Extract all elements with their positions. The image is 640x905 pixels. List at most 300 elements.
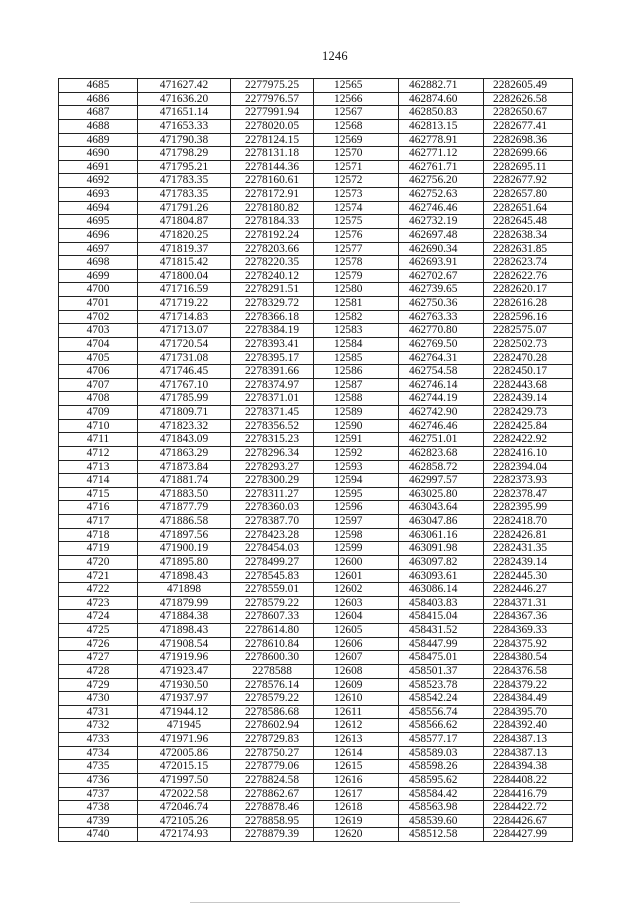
table-cell: 471900.19: [138, 542, 231, 556]
table-cell: 471886.58: [138, 515, 231, 529]
table-cell: 2278293.27: [231, 461, 314, 475]
table-cell: 471930.50: [138, 679, 231, 693]
table-cell: 12579: [314, 270, 399, 284]
table-cell: 2277991.94: [231, 106, 314, 120]
table-cell: 2277976.57: [231, 93, 314, 107]
table-cell: 12601: [314, 570, 399, 584]
table-cell: 463025.80: [399, 488, 484, 502]
table-cell: 471879.99: [138, 597, 231, 611]
table-cell: 458431.52: [399, 624, 484, 638]
table-cell: 2284395.70: [484, 706, 573, 720]
table-cell: 471895.80: [138, 556, 231, 570]
table-cell: 2278240.12: [231, 270, 314, 284]
table-cell: 2278296.34: [231, 447, 314, 461]
table-cell: 2284427.99: [484, 828, 573, 842]
table-cell: 2282373.93: [484, 474, 573, 488]
table-cell: 12581: [314, 297, 399, 311]
table-cell: 471798.29: [138, 147, 231, 161]
table-cell: 2278729.83: [231, 733, 314, 747]
table-cell: 4699: [59, 270, 138, 284]
table-cell: 2278499.27: [231, 556, 314, 570]
table-cell: 2282394.04: [484, 461, 573, 475]
table-cell: 462823.68: [399, 447, 484, 461]
table-cell: 2278291.51: [231, 283, 314, 297]
table-cell: 2278020.05: [231, 120, 314, 134]
table-cell: 462746.14: [399, 379, 484, 393]
table-cell: 2284416.79: [484, 788, 573, 802]
table-cell: 471719.22: [138, 297, 231, 311]
table-cell: 12574: [314, 202, 399, 216]
table-cell: 4739: [59, 815, 138, 829]
table-cell: 4706: [59, 365, 138, 379]
table-cell: 2278393.41: [231, 338, 314, 352]
table-cell: 471843.09: [138, 433, 231, 447]
table-cell: 4738: [59, 801, 138, 815]
table-cell: 12583: [314, 324, 399, 338]
table-cell: 4737: [59, 788, 138, 802]
table-cell: 12602: [314, 583, 399, 597]
table-cell: 2278366.18: [231, 311, 314, 325]
table-cell: 2278559.01: [231, 583, 314, 597]
table-cell: 2278384.19: [231, 324, 314, 338]
table-cell: 4717: [59, 515, 138, 529]
table-cell: 471815.42: [138, 256, 231, 270]
table-cell: 471898.43: [138, 570, 231, 584]
table-cell: 12589: [314, 406, 399, 420]
table-cell: 462850.83: [399, 106, 484, 120]
table-cell: 471627.42: [138, 79, 231, 93]
table-cell: 4736: [59, 774, 138, 788]
table-cell: 4689: [59, 134, 138, 148]
table-cell: 462813.15: [399, 120, 484, 134]
table-cell: 2278329.72: [231, 297, 314, 311]
table-cell: 12596: [314, 501, 399, 515]
table-cell: 458501.37: [399, 665, 484, 679]
table-cell: 462702.67: [399, 270, 484, 284]
table-cell: 4711: [59, 433, 138, 447]
table-cell: 4733: [59, 733, 138, 747]
table-cell: 2282622.76: [484, 270, 573, 284]
table-cell: 462746.46: [399, 420, 484, 434]
table-cell: 458598.26: [399, 760, 484, 774]
table-cell: 472005.86: [138, 747, 231, 761]
table-cell: 2278878.46: [231, 801, 314, 815]
table-cell: 462770.80: [399, 324, 484, 338]
table-cell: 2278360.03: [231, 501, 314, 515]
table-cell: 471716.59: [138, 283, 231, 297]
table-cell: 12567: [314, 106, 399, 120]
table-cell: 12605: [314, 624, 399, 638]
table-cell: 2278607.33: [231, 610, 314, 624]
table-cell: 4735: [59, 760, 138, 774]
table-cell: 2282502.73: [484, 338, 573, 352]
table-cell: 2282620.17: [484, 283, 573, 297]
table-cell: 2282450.17: [484, 365, 573, 379]
table-cell: 471945: [138, 719, 231, 733]
table-cell: 2282470.28: [484, 352, 573, 366]
table-cell: 12593: [314, 461, 399, 475]
table-cell: 4694: [59, 202, 138, 216]
table-cell: 2278423.28: [231, 529, 314, 543]
table-cell: 12578: [314, 256, 399, 270]
table-cell: 471944.12: [138, 706, 231, 720]
table-cell: 2282645.48: [484, 215, 573, 229]
table-cell: 458566.62: [399, 719, 484, 733]
table-cell: 12590: [314, 420, 399, 434]
table-cell: 2282698.36: [484, 134, 573, 148]
table-cell: 12603: [314, 597, 399, 611]
table-cell: 458542.24: [399, 692, 484, 706]
table-cell: 458475.01: [399, 651, 484, 665]
table-cell: 2278395.17: [231, 352, 314, 366]
table-cell: 471823.32: [138, 420, 231, 434]
table-cell: 2282378.47: [484, 488, 573, 502]
table-cell: 2284426.67: [484, 815, 573, 829]
table-cell: 2282626.58: [484, 93, 573, 107]
table-cell: 2278203.66: [231, 243, 314, 257]
table-cell: 462761.71: [399, 161, 484, 175]
table-cell: 471714.83: [138, 311, 231, 325]
table-cell: 458589.03: [399, 747, 484, 761]
table-cell: 472174.93: [138, 828, 231, 842]
table-cell: 2278356.52: [231, 420, 314, 434]
table-cell: 4687: [59, 106, 138, 120]
table-cell: 12594: [314, 474, 399, 488]
table-cell: 12577: [314, 243, 399, 257]
table-cell: 471898: [138, 583, 231, 597]
table-cell: 458403.83: [399, 597, 484, 611]
table-cell: 462874.60: [399, 93, 484, 107]
table-cell: 4690: [59, 147, 138, 161]
table-cell: 471819.37: [138, 243, 231, 257]
table-cell: 2284379.22: [484, 679, 573, 693]
table-cell: 2282431.35: [484, 542, 573, 556]
table-cell: 2278160.61: [231, 174, 314, 188]
table-cell: 2284384.49: [484, 692, 573, 706]
table-cell: 458584.42: [399, 788, 484, 802]
table-cell: 462742.90: [399, 406, 484, 420]
table-cell: 12609: [314, 679, 399, 693]
table-cell: 2278184.33: [231, 215, 314, 229]
table-cell: 2278391.66: [231, 365, 314, 379]
table-cell: 2282623.74: [484, 256, 573, 270]
table-cell: 458512.58: [399, 828, 484, 842]
table-cell: 4695: [59, 215, 138, 229]
table-cell: 2282638.34: [484, 229, 573, 243]
table-cell: 2278371.01: [231, 392, 314, 406]
table-cell: 471651.14: [138, 106, 231, 120]
table-cell: 2282395.99: [484, 501, 573, 515]
table-cell: 2282425.84: [484, 420, 573, 434]
table-cell: 2278311.27: [231, 488, 314, 502]
table-cell: 462764.31: [399, 352, 484, 366]
table-cell: 462744.19: [399, 392, 484, 406]
table-cell: 12572: [314, 174, 399, 188]
table-cell: 2278579.22: [231, 597, 314, 611]
table-cell: 12569: [314, 134, 399, 148]
table-cell: 4686: [59, 93, 138, 107]
table-cell: 2278750.27: [231, 747, 314, 761]
table-cell: 4696: [59, 229, 138, 243]
table-cell: 2277975.25: [231, 79, 314, 93]
table-cell: 458523.78: [399, 679, 484, 693]
table-cell: 2278387.70: [231, 515, 314, 529]
table-cell: 471923.47: [138, 665, 231, 679]
table-cell: 2282445.30: [484, 570, 573, 584]
table-cell: 4705: [59, 352, 138, 366]
table-cell: 462746.46: [399, 202, 484, 216]
table-cell: 12599: [314, 542, 399, 556]
table-cell: 12613: [314, 733, 399, 747]
table-cell: 2282605.49: [484, 79, 573, 93]
table-cell: 462697.48: [399, 229, 484, 243]
table-cell: 12591: [314, 433, 399, 447]
table-cell: 2284387.13: [484, 733, 573, 747]
table-cell: 462693.91: [399, 256, 484, 270]
table-cell: 2282699.66: [484, 147, 573, 161]
table-cell: 2282616.28: [484, 297, 573, 311]
table-cell: 4697: [59, 243, 138, 257]
table-cell: 2278579.22: [231, 692, 314, 706]
table-cell: 471746.45: [138, 365, 231, 379]
table-cell: 2284392.40: [484, 719, 573, 733]
table-cell: 2282439.14: [484, 392, 573, 406]
table-cell: 4729: [59, 679, 138, 693]
table-cell: 12585: [314, 352, 399, 366]
table-cell: 12598: [314, 529, 399, 543]
table-cell: 2278131.18: [231, 147, 314, 161]
table-cell: 4704: [59, 338, 138, 352]
table-cell: 458595.62: [399, 774, 484, 788]
table-cell: 4732: [59, 719, 138, 733]
table-cell: 4707: [59, 379, 138, 393]
table-cell: 471636.20: [138, 93, 231, 107]
table-cell: 12575: [314, 215, 399, 229]
table-cell: 12592: [314, 447, 399, 461]
table-cell: 471783.35: [138, 174, 231, 188]
table-cell: 4698: [59, 256, 138, 270]
table-cell: 471783.35: [138, 188, 231, 202]
table-cell: 462756.20: [399, 174, 484, 188]
table-cell: 2278586.68: [231, 706, 314, 720]
table-cell: 4693: [59, 188, 138, 202]
table-cell: 463093.61: [399, 570, 484, 584]
table-cell: 471881.74: [138, 474, 231, 488]
table-cell: 2284367.36: [484, 610, 573, 624]
table-cell: 2278300.29: [231, 474, 314, 488]
table-cell: 2278374.97: [231, 379, 314, 393]
table-cell: 2278371.45: [231, 406, 314, 420]
table-cell: 2278858.95: [231, 815, 314, 829]
table-cell: 4728: [59, 665, 138, 679]
table-cell: 2278588: [231, 665, 314, 679]
table-cell: 462763.33: [399, 311, 484, 325]
scan-edge-line: [190, 902, 460, 903]
table-cell: 12573: [314, 188, 399, 202]
table-cell: 4713: [59, 461, 138, 475]
table-cell: 471790.38: [138, 134, 231, 148]
table-cell: 471919.96: [138, 651, 231, 665]
table-cell: 4702: [59, 311, 138, 325]
table-cell: 2278862.67: [231, 788, 314, 802]
table-cell: 2282422.92: [484, 433, 573, 447]
table-cell: 4712: [59, 447, 138, 461]
table-cell: 471820.25: [138, 229, 231, 243]
table-cell: 471898.43: [138, 624, 231, 638]
table-cell: 12604: [314, 610, 399, 624]
table-cell: 4723: [59, 597, 138, 611]
table-cell: 471884.38: [138, 610, 231, 624]
table-cell: 12615: [314, 760, 399, 774]
table-cell: 12595: [314, 488, 399, 502]
table-cell: 2282677.41: [484, 120, 573, 134]
table-cell: 463097.82: [399, 556, 484, 570]
table-cell: 2278545.83: [231, 570, 314, 584]
table-cell: 2284380.54: [484, 651, 573, 665]
page-number: 1246: [322, 49, 348, 63]
table-cell: 4703: [59, 324, 138, 338]
table-cell: 2282575.07: [484, 324, 573, 338]
table-cell: 458563.98: [399, 801, 484, 815]
table-cell: 471804.87: [138, 215, 231, 229]
table-cell: 12620: [314, 828, 399, 842]
table-cell: 2278315.23: [231, 433, 314, 447]
table-cell: 4700: [59, 283, 138, 297]
table-cell: 4719: [59, 542, 138, 556]
table-cell: 462754.58: [399, 365, 484, 379]
table-cell: 462771.12: [399, 147, 484, 161]
table-cell: 4716: [59, 501, 138, 515]
table-cell: 472015.15: [138, 760, 231, 774]
table-cell: 4709: [59, 406, 138, 420]
table-cell: 2278824.58: [231, 774, 314, 788]
table-cell: 2278144.36: [231, 161, 314, 175]
table-cell: 4722: [59, 583, 138, 597]
table-cell: 2284422.72: [484, 801, 573, 815]
table-cell: 2282416.10: [484, 447, 573, 461]
table-cell: 2284375.92: [484, 638, 573, 652]
table-cell: 4724: [59, 610, 138, 624]
table-cell: 4718: [59, 529, 138, 543]
table-cell: 2278576.14: [231, 679, 314, 693]
table-cell: 4692: [59, 174, 138, 188]
table-cell: 2278172.91: [231, 188, 314, 202]
table-cell: 12607: [314, 651, 399, 665]
table-cell: 2284387.13: [484, 747, 573, 761]
table-cell: 472022.58: [138, 788, 231, 802]
coordinate-table: [58, 78, 573, 842]
table-cell: 471937.97: [138, 692, 231, 706]
table-cell: 4691: [59, 161, 138, 175]
table-cell: 12565: [314, 79, 399, 93]
table-cell: 471997.50: [138, 774, 231, 788]
table-cell: 2282429.73: [484, 406, 573, 420]
table-cell: 2282439.14: [484, 556, 573, 570]
table-cell: 12582: [314, 311, 399, 325]
table-cell: 2284394.38: [484, 760, 573, 774]
table-cell: 471785.99: [138, 392, 231, 406]
table-cell: 2282695.11: [484, 161, 573, 175]
table-cell: 471795.21: [138, 161, 231, 175]
table-cell: 471877.79: [138, 501, 231, 515]
table-cell: 4740: [59, 828, 138, 842]
table-cell: 12586: [314, 365, 399, 379]
table-cell: 471800.04: [138, 270, 231, 284]
table-cell: 471713.07: [138, 324, 231, 338]
table-cell: 2284376.58: [484, 665, 573, 679]
table-cell: 2278614.80: [231, 624, 314, 638]
table-cell: 2282426.81: [484, 529, 573, 543]
table-cell: 2284369.33: [484, 624, 573, 638]
table-cell: 2278879.39: [231, 828, 314, 842]
table-cell: 462997.57: [399, 474, 484, 488]
table-cell: 472105.26: [138, 815, 231, 829]
table-cell: 471908.54: [138, 638, 231, 652]
table-cell: 4715: [59, 488, 138, 502]
table-cell: 4734: [59, 747, 138, 761]
table-cell: 2282631.85: [484, 243, 573, 257]
table-cell: 12566: [314, 93, 399, 107]
table-cell: 4708: [59, 392, 138, 406]
table-cell: 2282651.64: [484, 202, 573, 216]
table-cell: 462778.91: [399, 134, 484, 148]
table-cell: 12587: [314, 379, 399, 393]
table-cell: 2282596.16: [484, 311, 573, 325]
table-cell: 2282446.27: [484, 583, 573, 597]
table-cell: 462732.19: [399, 215, 484, 229]
table-cell: 2278180.82: [231, 202, 314, 216]
table-cell: 472046.74: [138, 801, 231, 815]
table-cell: 4701: [59, 297, 138, 311]
table-cell: 4731: [59, 706, 138, 720]
table-cell: 2282657.80: [484, 188, 573, 202]
table-cell: 2278454.03: [231, 542, 314, 556]
table-cell: 2282418.70: [484, 515, 573, 529]
table-cell: 2278220.35: [231, 256, 314, 270]
table-cell: 12568: [314, 120, 399, 134]
table-cell: 12619: [314, 815, 399, 829]
table-cell: 462690.34: [399, 243, 484, 257]
table-cell: 4688: [59, 120, 138, 134]
table-cell: 2278610.84: [231, 638, 314, 652]
table-cell: 4727: [59, 651, 138, 665]
table-cell: 12580: [314, 283, 399, 297]
table-cell: 463086.14: [399, 583, 484, 597]
table-cell: 2282677.92: [484, 174, 573, 188]
table-cell: 2278192.24: [231, 229, 314, 243]
table-cell: 12611: [314, 706, 399, 720]
table-cell: 4714: [59, 474, 138, 488]
table-cell: 12617: [314, 788, 399, 802]
table-cell: 471809.71: [138, 406, 231, 420]
table-cell: 463061.16: [399, 529, 484, 543]
table-cell: 12610: [314, 692, 399, 706]
table-cell: 12570: [314, 147, 399, 161]
table-cell: 471653.33: [138, 120, 231, 134]
table-cell: 462739.65: [399, 283, 484, 297]
table-cell: 12612: [314, 719, 399, 733]
table-cell: 12597: [314, 515, 399, 529]
table-cell: 12614: [314, 747, 399, 761]
table-cell: 12608: [314, 665, 399, 679]
table-cell: 2278602.94: [231, 719, 314, 733]
table-cell: 2284408.22: [484, 774, 573, 788]
table-cell: 12588: [314, 392, 399, 406]
table-cell: 2282443.68: [484, 379, 573, 393]
table-cell: 12616: [314, 774, 399, 788]
table-cell: 471731.08: [138, 352, 231, 366]
table-cell: 12576: [314, 229, 399, 243]
